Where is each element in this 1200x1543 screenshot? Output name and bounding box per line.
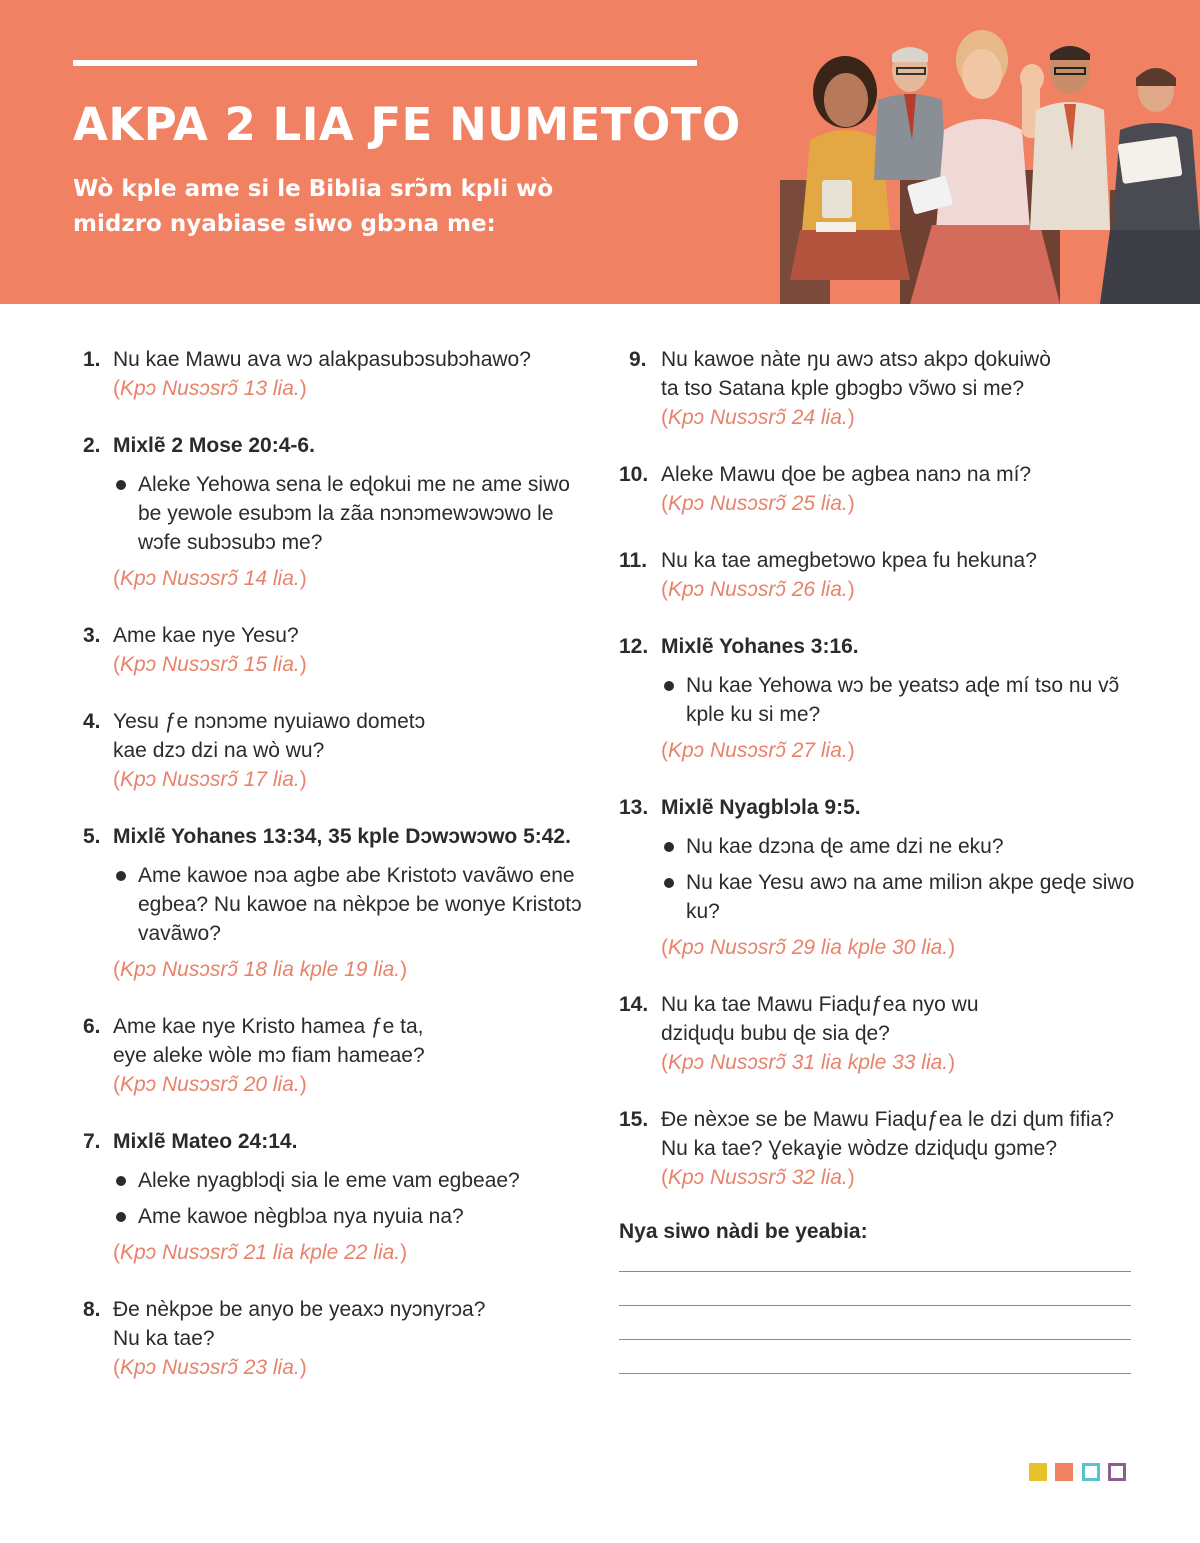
question-number: 11.	[619, 549, 648, 572]
question-text: Nu kae Mawu ava wɔ alakpasubɔsubɔhawo?	[113, 348, 531, 371]
question-number: 5.	[83, 825, 101, 848]
bullet-item: Ame kawoe nɔa agbe abe Kristotɔ vavãwo ene egbea? Nu kawoe na nèkpɔe be wonye Kristotɔ vavãwo?	[113, 861, 593, 948]
question-heading: Mixlẽ Mateo 24:14.	[113, 1130, 298, 1153]
question-number: 15.	[619, 1108, 649, 1131]
teal-outline-square-icon	[1082, 1463, 1100, 1481]
page-title: AKPA 2 LIA ƑE NUMETOTO	[73, 98, 741, 151]
person-2	[874, 47, 946, 180]
bullet-item: Nu kae Yehowa wɔ be yeatsɔ aɖe mí tso nu vɔ̃ kple ku si me?	[661, 671, 1139, 729]
question-number: 12.	[619, 635, 649, 658]
question-text: eye aleke wòle mɔ fiam hameae?	[113, 1044, 425, 1067]
question-heading: Mixlẽ Nyagblɔla 9:5.	[661, 796, 861, 819]
question-number: 8.	[83, 1298, 101, 1321]
question-number: 1.	[83, 348, 101, 371]
question-3	[83, 621, 593, 679]
question-12	[619, 632, 1139, 765]
purple-outline-square-icon	[1108, 1463, 1126, 1481]
question-text: Ɖe nèxɔe se be Mawu Fiaɖuƒea le dzi ɖum fifia?	[661, 1108, 1114, 1131]
question-text: Ɖe nèkpɔe be anyo be yeaxɔ nyɔnyrɔa?	[113, 1298, 486, 1321]
bullet-item: Aleke nyagblɔɖi sia le eme vam egbeae?	[113, 1166, 593, 1195]
question-5	[83, 822, 593, 984]
question-reference: (Kpɔ Nusɔsrɔ̃ 27 lia.)	[661, 739, 855, 762]
question-reference: (Kpɔ Nusɔsrɔ̃ 21 lia kple 22 lia.)	[113, 1241, 408, 1264]
question-text: Nu ka tae? Ɣekaɣie wòdze dziɖuɖu gɔme?	[661, 1137, 1058, 1160]
question-number: 2.	[83, 434, 101, 457]
question-text: Ame kae nye Yesu?	[113, 624, 299, 647]
question-text: Nu ka tae amegbetɔwo kpea fu hekuna?	[661, 549, 1037, 572]
question-reference: (Kpɔ Nusɔsrɔ̃ 24 lia.)	[661, 406, 855, 429]
header-banner	[0, 0, 1200, 304]
question-2	[83, 431, 593, 593]
question-text: ta tso Satana kple gbɔgbɔ vɔ̃wo si me?	[661, 377, 1025, 400]
question-14	[619, 990, 1139, 1077]
question-text: Yesu ƒe nɔnɔme nyuiawo dometɔ	[113, 710, 426, 733]
question-reference: (Kpɔ Nusɔsrɔ̃ 17 lia.)	[113, 768, 307, 791]
page-subtitle: Wò kple ame si le Biblia srɔ̃m kpli wò midzro nyabiase siwo gbɔna me:	[73, 176, 554, 237]
questions-column-left	[83, 345, 593, 1382]
question-number: 4.	[83, 710, 101, 733]
question-text: Nu ka tae?	[113, 1327, 215, 1350]
bullet-list	[113, 861, 593, 948]
question-number: 13.	[619, 796, 649, 819]
question-text: Nu ka tae Mawu Fiaɖuƒea nyo wu	[661, 993, 979, 1016]
question-7	[83, 1127, 593, 1267]
question-text: Aleke Mawu ɖoe be agbea nanɔ na mí?	[661, 463, 1032, 486]
note-line[interactable]	[619, 1373, 1131, 1374]
notes-title: Nya siwo nàdi be yeabia:	[619, 1220, 868, 1243]
question-reference: (Kpɔ Nusɔsrɔ̃ 14 lia.)	[113, 567, 307, 590]
question-reference: (Kpɔ Nusɔsrɔ̃ 20 lia.)	[113, 1073, 307, 1096]
question-reference: (Kpɔ Nusɔsrɔ̃ 32 lia.)	[661, 1166, 855, 1189]
question-11	[619, 546, 1139, 604]
yellow-square-icon	[1029, 1463, 1047, 1481]
orange-square-icon	[1055, 1463, 1073, 1481]
header-rule	[73, 60, 697, 66]
decorative-squares	[1029, 1463, 1130, 1481]
question-15	[619, 1105, 1139, 1192]
question-number: 14.	[619, 993, 649, 1016]
question-number: 9.	[629, 348, 647, 371]
person-5	[1100, 68, 1200, 304]
question-number: 10.	[619, 463, 649, 486]
bullet-item: Aleke Yehowa sena le eɖokui me ne ame siwo be yewole esubɔm la zãa nɔnɔmewɔwɔwo le wɔfe subɔsubɔ me?	[113, 470, 593, 557]
question-heading: Mixlẽ Yohanes 13:34, 35 kple Dɔwɔwɔwo 5:42.	[113, 825, 571, 848]
question-reference: (Kpɔ Nusɔsrɔ̃ 25 lia.)	[661, 492, 855, 515]
question-number: 6.	[83, 1015, 101, 1038]
question-reference: (Kpɔ Nusɔsrɔ̃ 29 lia kple 30 lia.)	[661, 936, 956, 959]
question-reference: (Kpɔ Nusɔsrɔ̃ 23 lia.)	[113, 1356, 307, 1379]
question-8	[83, 1295, 593, 1382]
question-heading: Mixlẽ Yohanes 3:16.	[661, 635, 859, 658]
question-text: Ame kae nye Kristo hamea ƒe ta,	[113, 1015, 424, 1038]
question-reference: (Kpɔ Nusɔsrɔ̃ 26 lia.)	[661, 578, 855, 601]
bullet-item: Ame kawoe nègblɔa nya nyuia na?	[113, 1202, 593, 1231]
question-9	[619, 345, 1139, 432]
bullet-list	[113, 470, 593, 557]
question-reference: (Kpɔ Nusɔsrɔ̃ 18 lia kple 19 lia.)	[113, 958, 408, 981]
bullet-list	[661, 832, 1139, 926]
question-text: kae dzɔ dzi na wò wu?	[113, 739, 325, 762]
question-text: Nu kawoe nàte ŋu awɔ atsɔ akpɔ ɖokuiwò	[661, 348, 1051, 371]
question-10	[619, 460, 1139, 518]
question-number: 7.	[83, 1130, 101, 1153]
question-1	[83, 345, 593, 403]
question-number: 3.	[83, 624, 101, 647]
question-13	[619, 793, 1139, 962]
question-text: dziɖuɖu bubu ɖe sia ɖe?	[661, 1022, 890, 1045]
questions-column-right	[619, 345, 1139, 1374]
question-6	[83, 1012, 593, 1099]
people-seated-illustration	[760, 30, 1200, 304]
bullet-item: Nu kae Yesu awɔ na ame miliɔn akpe geɖe siwo ku?	[661, 868, 1139, 926]
question-reference: (Kpɔ Nusɔsrɔ̃ 31 lia kple 33 lia.)	[661, 1051, 956, 1074]
question-reference: (Kpɔ Nusɔsrɔ̃ 13 lia.)	[113, 377, 307, 400]
question-reference: (Kpɔ Nusɔsrɔ̃ 15 lia.)	[113, 653, 307, 676]
question-4	[83, 707, 593, 794]
bullet-item: Nu kae dzɔna ɖe ame dzi ne eku?	[661, 832, 1139, 861]
question-heading: Mixlẽ 2 Mose 20:4-6.	[113, 434, 315, 457]
bullet-list	[113, 1166, 593, 1231]
bullet-list	[661, 671, 1139, 729]
